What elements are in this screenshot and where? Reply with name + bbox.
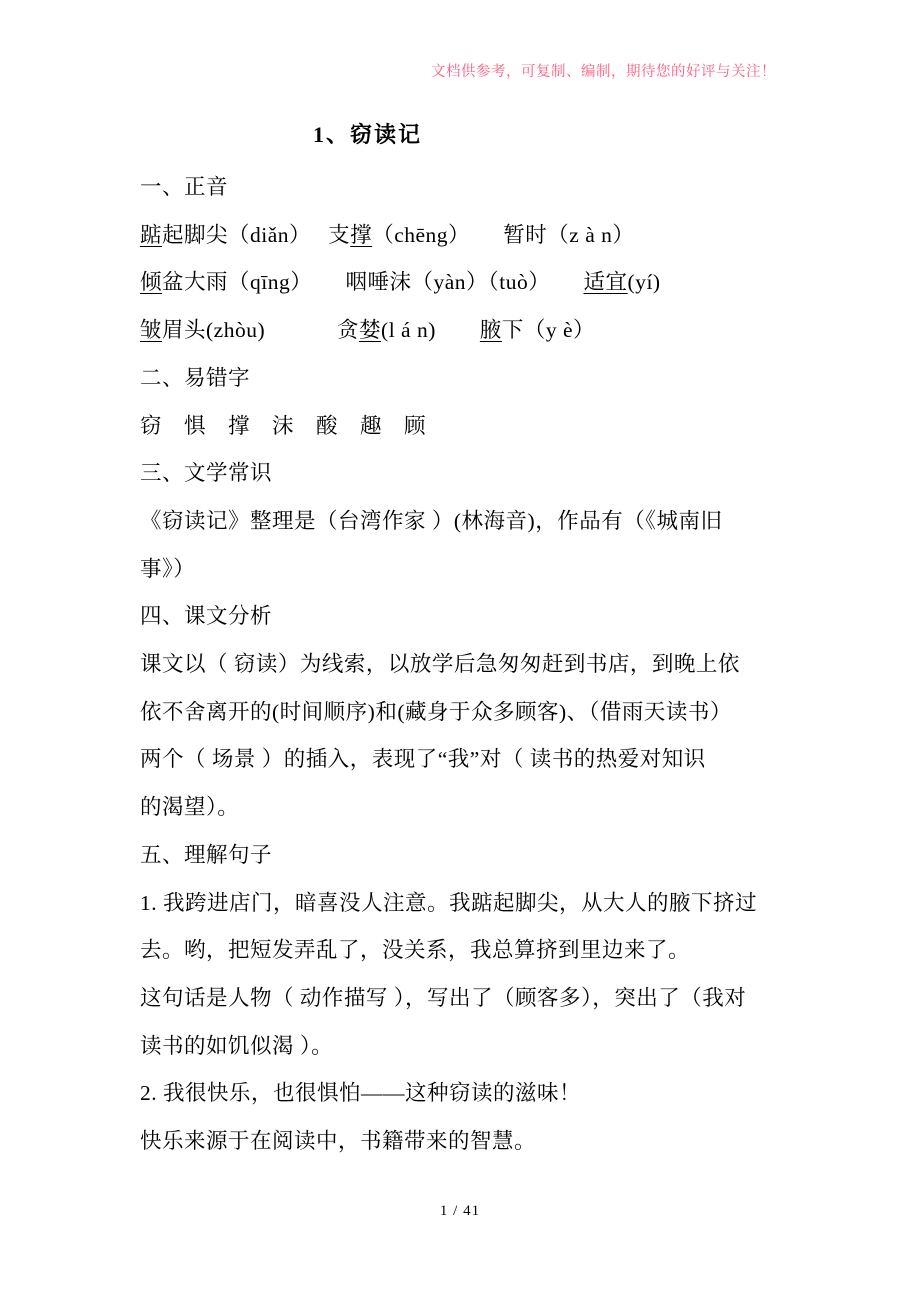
text-segment: 沫（yàn）（tuò） bbox=[389, 270, 584, 295]
text-line: 快乐来源于在阅读中，书籍带来的智慧。 bbox=[140, 1129, 537, 1154]
text-line: 《窃读记》整理是（台湾作家 ）(林海音)，作品有（《城南旧 bbox=[140, 508, 723, 533]
text-segment: (yí) bbox=[627, 270, 661, 295]
notice-text: 文档供参考，可复制、编制，期待您的好评与关注！ bbox=[431, 64, 776, 80]
text-segment: (l á n) bbox=[381, 318, 480, 343]
text-line: 读书的如饥似渴 ）。 bbox=[140, 1033, 334, 1058]
text-segment: 下（y è） bbox=[501, 318, 596, 343]
text-line: 的渴望）。 bbox=[140, 795, 240, 820]
underlined-character: 婪 bbox=[359, 318, 382, 343]
text-segment: 起脚尖（diǎn） 支 bbox=[162, 222, 351, 247]
section-heading: 二、易错字 bbox=[140, 365, 251, 390]
footer-page-number: 1 / 41 bbox=[439, 1203, 481, 1219]
document-body bbox=[140, 164, 800, 1166]
text-segment: 盆大雨（qīng） 咽唾 bbox=[162, 270, 390, 295]
underlined-character: 踮 bbox=[140, 222, 163, 247]
page-title: 1、窃读记 bbox=[313, 122, 423, 147]
text-line: 依不舍离开的(时间顺序)和(藏身于众多顾客)、（借雨天读书） bbox=[140, 699, 732, 724]
underlined-character: 皱 bbox=[140, 318, 163, 343]
underlined-character: 适宜 bbox=[583, 270, 628, 295]
text-line: 1. 我跨进店门，暗喜没人注意。我踮起脚尖，从大人的腋下挤过 bbox=[140, 890, 758, 915]
text-line: 事》） bbox=[140, 556, 196, 581]
text-line: 2. 我很快乐，也很惧怕——这种窃读的滋味！ bbox=[140, 1081, 582, 1106]
pinyin-line bbox=[140, 307, 800, 355]
section-heading: 三、文学常识 bbox=[140, 461, 273, 486]
underlined-character: 倾 bbox=[140, 270, 163, 295]
section-heading: 四、课文分析 bbox=[140, 604, 273, 629]
text-line: 课文以（ 窃读）为线索，以放学后急匆匆赶到书店，到晚上依 bbox=[140, 652, 740, 677]
text-segment: 时（z à n） bbox=[525, 222, 635, 247]
section-heading: 五、理解句子 bbox=[140, 842, 273, 867]
underlined-character: 撑 bbox=[350, 222, 373, 247]
pinyin-line bbox=[140, 259, 800, 307]
text-segment: 眉头(zhòu) 贪 bbox=[162, 318, 360, 343]
section-heading: 一、正音 bbox=[140, 175, 229, 199]
underlined-character: 腋 bbox=[479, 318, 502, 343]
text-line: 这句话是人物（ 动作描写 ），写出了（顾客多），突出了（我对 bbox=[140, 985, 747, 1010]
text-line: 去。哟，把短发弄乱了，没关系，我总算挤到里边来了。 bbox=[140, 938, 691, 963]
text-line: 两个（ 场景 ）的插入，表现了“我”对（ 读书的热爱对知识 bbox=[140, 747, 706, 772]
text-line: 窃 惧 撑 沫 酸 趣 顾 bbox=[140, 413, 427, 438]
pinyin-line bbox=[140, 212, 800, 260]
text-segment: （chēng） 暂 bbox=[372, 222, 526, 247]
